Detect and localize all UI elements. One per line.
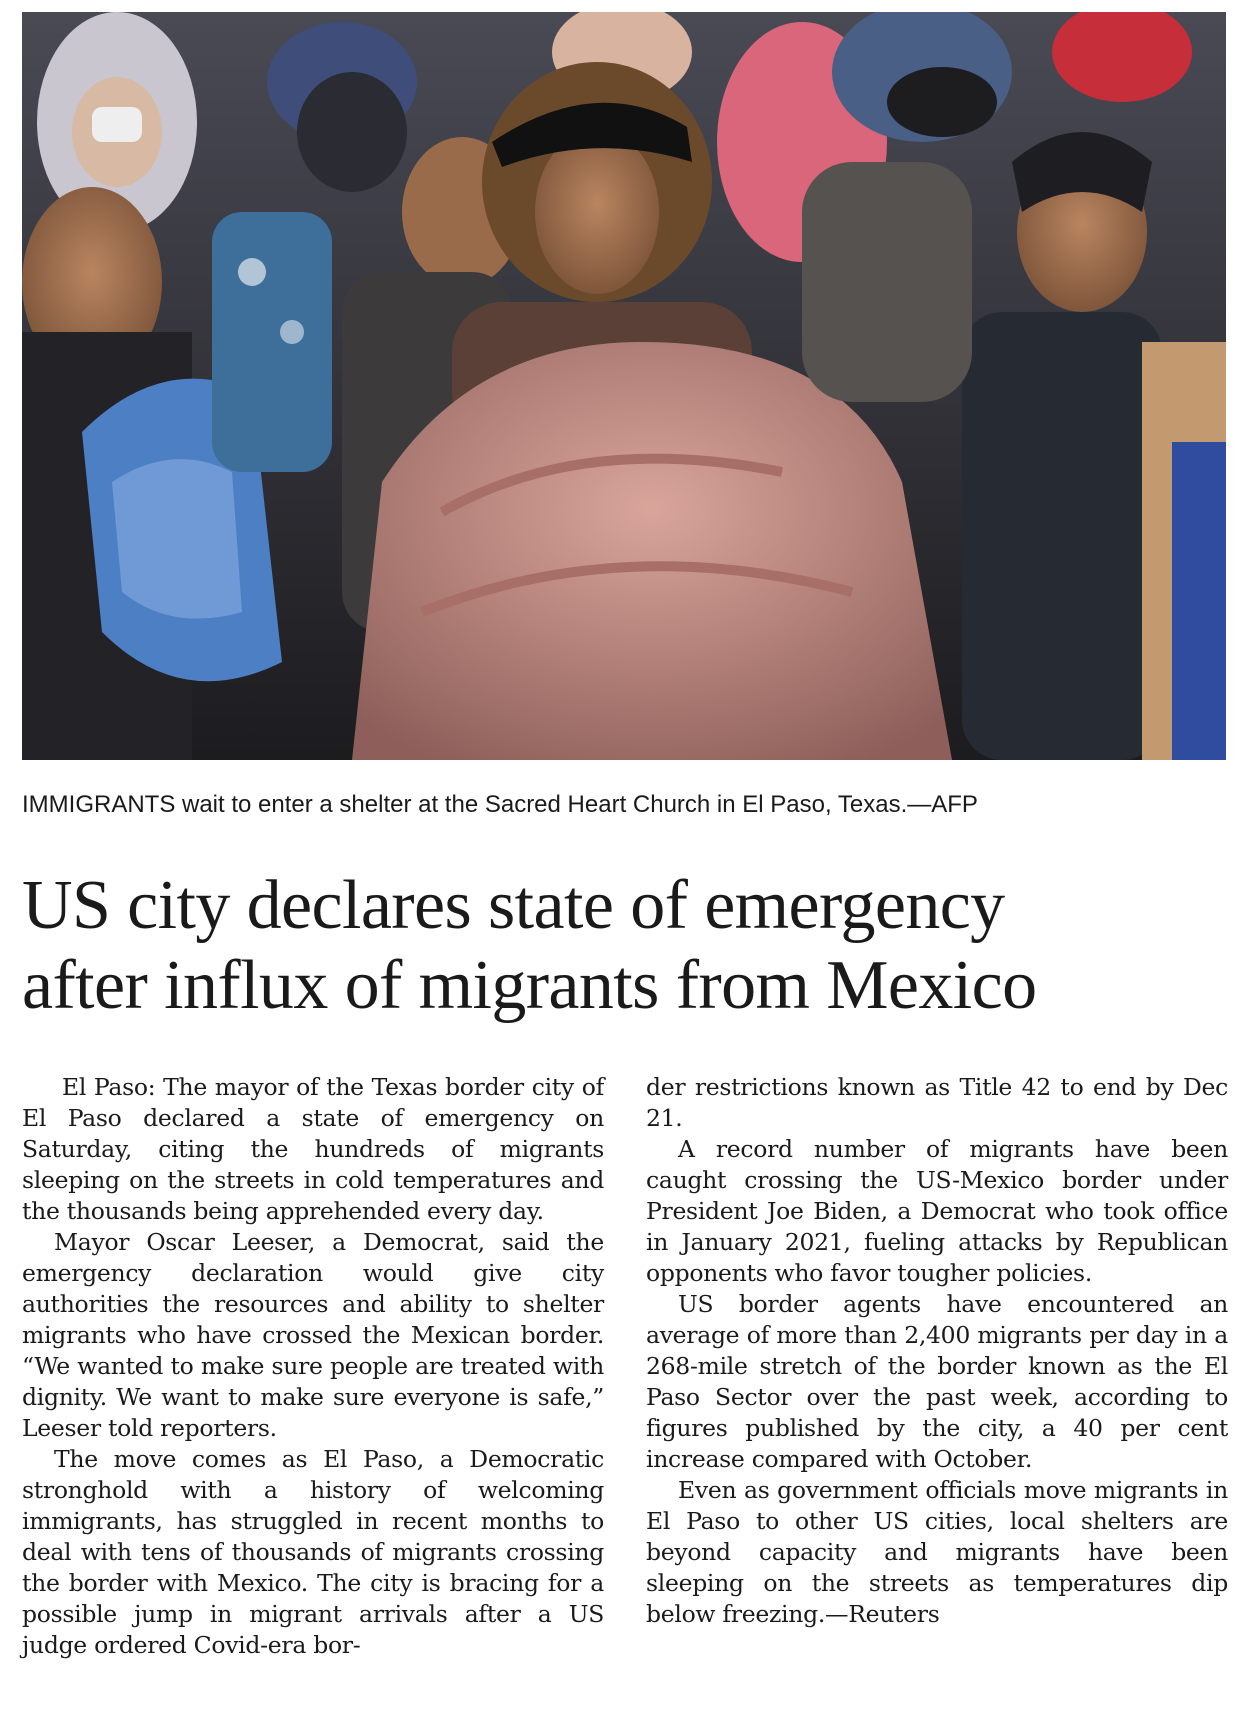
article-paragraph: El Paso: The mayor of the Texas border city of El Paso declared a state of emergency on Saturday, citing the hundreds of migrants sleeping on the streets in cold temperatures and the thousands being apprehended every day. — [22, 1073, 604, 1225]
article-paragraph: US border agents have encountered an average of more than 2,400 migrants per day in a 268-mile stretch of the border known as the El Paso Sector over the past week, according to figures published by the city, a 40 per cent increase compared with October. — [646, 1290, 1228, 1473]
migrants-crowd-illustration — [22, 12, 1226, 760]
article-paragraph: The move comes as El Paso, a Democratic stronghold with a history of welcoming immigrants, has struggled in recent months to deal with tens of thousands of migrants crossing the border with Mexico. The city is bracing for a possible jump in migrant arrivals after a US judge ordered Covid-era bor- — [22, 1445, 604, 1659]
article-headline — [22, 866, 1234, 1026]
headline-line-1: US city declares state of emergency — [22, 867, 1005, 944]
headline-line-2: after influx of migrants from Mexico — [22, 947, 1037, 1024]
article-paragraph: Even as government officials move migrants in El Paso to other US cities, local shelters are beyond capacity and migrants have been sleeping on the streets as temperatures dip below freezing.—Reuters — [646, 1476, 1228, 1628]
article-column-right — [646, 1072, 1228, 1630]
article-paragraph: A record number of migrants have been caught crossing the US-Mexico border under President Joe Biden, a Democrat who took office in January 2021, fueling attacks by Republican opponents who favor tougher policies. — [646, 1135, 1228, 1287]
news-photo — [22, 12, 1226, 760]
article-paragraph: Mayor Oscar Leeser, a Democrat, said the emergency declaration would give city authorities the resources and ability to shelter migrants who have crossed the Mexican border. “We wanted to make sure people are treated with dignity. We want to make sure everyone is safe,” Leeser told reporters. — [22, 1228, 604, 1442]
article-column-left — [22, 1072, 604, 1661]
photo-caption: IMMIGRANTS wait to enter a shelter at the Sacred Heart Church in El Paso, Texas.—AFP — [22, 791, 978, 818]
article-paragraph: der restrictions known as Title 42 to end by Dec 21. — [646, 1073, 1228, 1132]
